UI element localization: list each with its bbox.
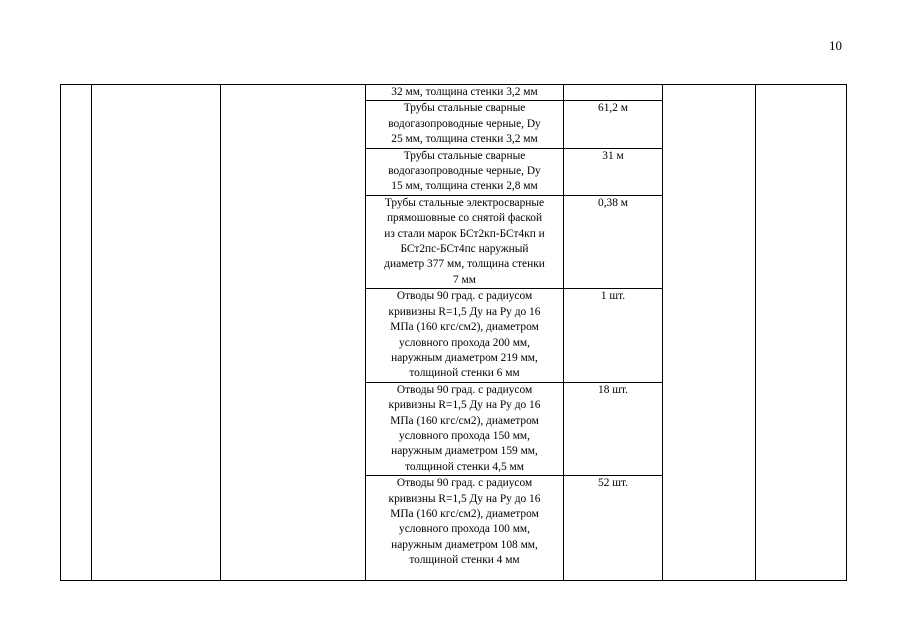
- material-quantity: 1 шт.: [564, 289, 663, 382]
- col-extra-1-cell: [663, 85, 756, 581]
- material-quantity: 52 шт.: [564, 476, 663, 581]
- materials-table: [60, 84, 847, 581]
- material-description: Отводы 90 град. с радиусом кривизны R=1,5 Ду на Ру до 16 МПа (160 кгс/см2), диаметром условного прохода 150 мм, наружным диаметром 159 мм, толщиной стенки 4,5 мм: [366, 382, 564, 475]
- material-quantity: 18 шт.: [564, 382, 663, 475]
- col-name-cell: [92, 85, 221, 581]
- material-quantity: 61,2 м: [564, 101, 663, 148]
- material-description: Отводы 90 град. с радиусом кривизны R=1,5 Ду на Ру до 16 МПа (160 кгс/см2), диаметром условного прохода 100 мм, наружным диаметром 108 мм, толщиной стенки 4 мм: [366, 476, 564, 581]
- material-quantity: 31 м: [564, 148, 663, 195]
- col-number-cell: [61, 85, 92, 581]
- material-description: Трубы стальные сварные водогазопроводные черные, Dy 15 мм, толщина стенки 2,8 мм: [366, 148, 564, 195]
- material-description: Трубы стальные электросварные прямошовные со снятой фаской из стали марок БСт2кп-БСт4кп и БСт2пс-БСт4пс наружный диаметр 377 мм, толщина стенки 7 мм: [366, 195, 564, 288]
- material-quantity: [564, 85, 663, 101]
- material-description: 32 мм, толщина стенки 3,2 мм: [366, 85, 564, 101]
- col-work-cell: [221, 85, 366, 581]
- table-row: [61, 85, 847, 101]
- col-extra-2-cell: [756, 85, 847, 581]
- material-quantity: 0,38 м: [564, 195, 663, 288]
- material-description: Отводы 90 град. с радиусом кривизны R=1,5 Ду на Ру до 16 МПа (160 кгс/см2), диаметром условного прохода 200 мм, наружным диаметром 219 мм, толщиной стенки 6 мм: [366, 289, 564, 382]
- page-number: 10: [829, 38, 842, 53]
- material-description: Трубы стальные сварные водогазопроводные черные, Dy 25 мм, толщина стенки 3,2 мм: [366, 101, 564, 148]
